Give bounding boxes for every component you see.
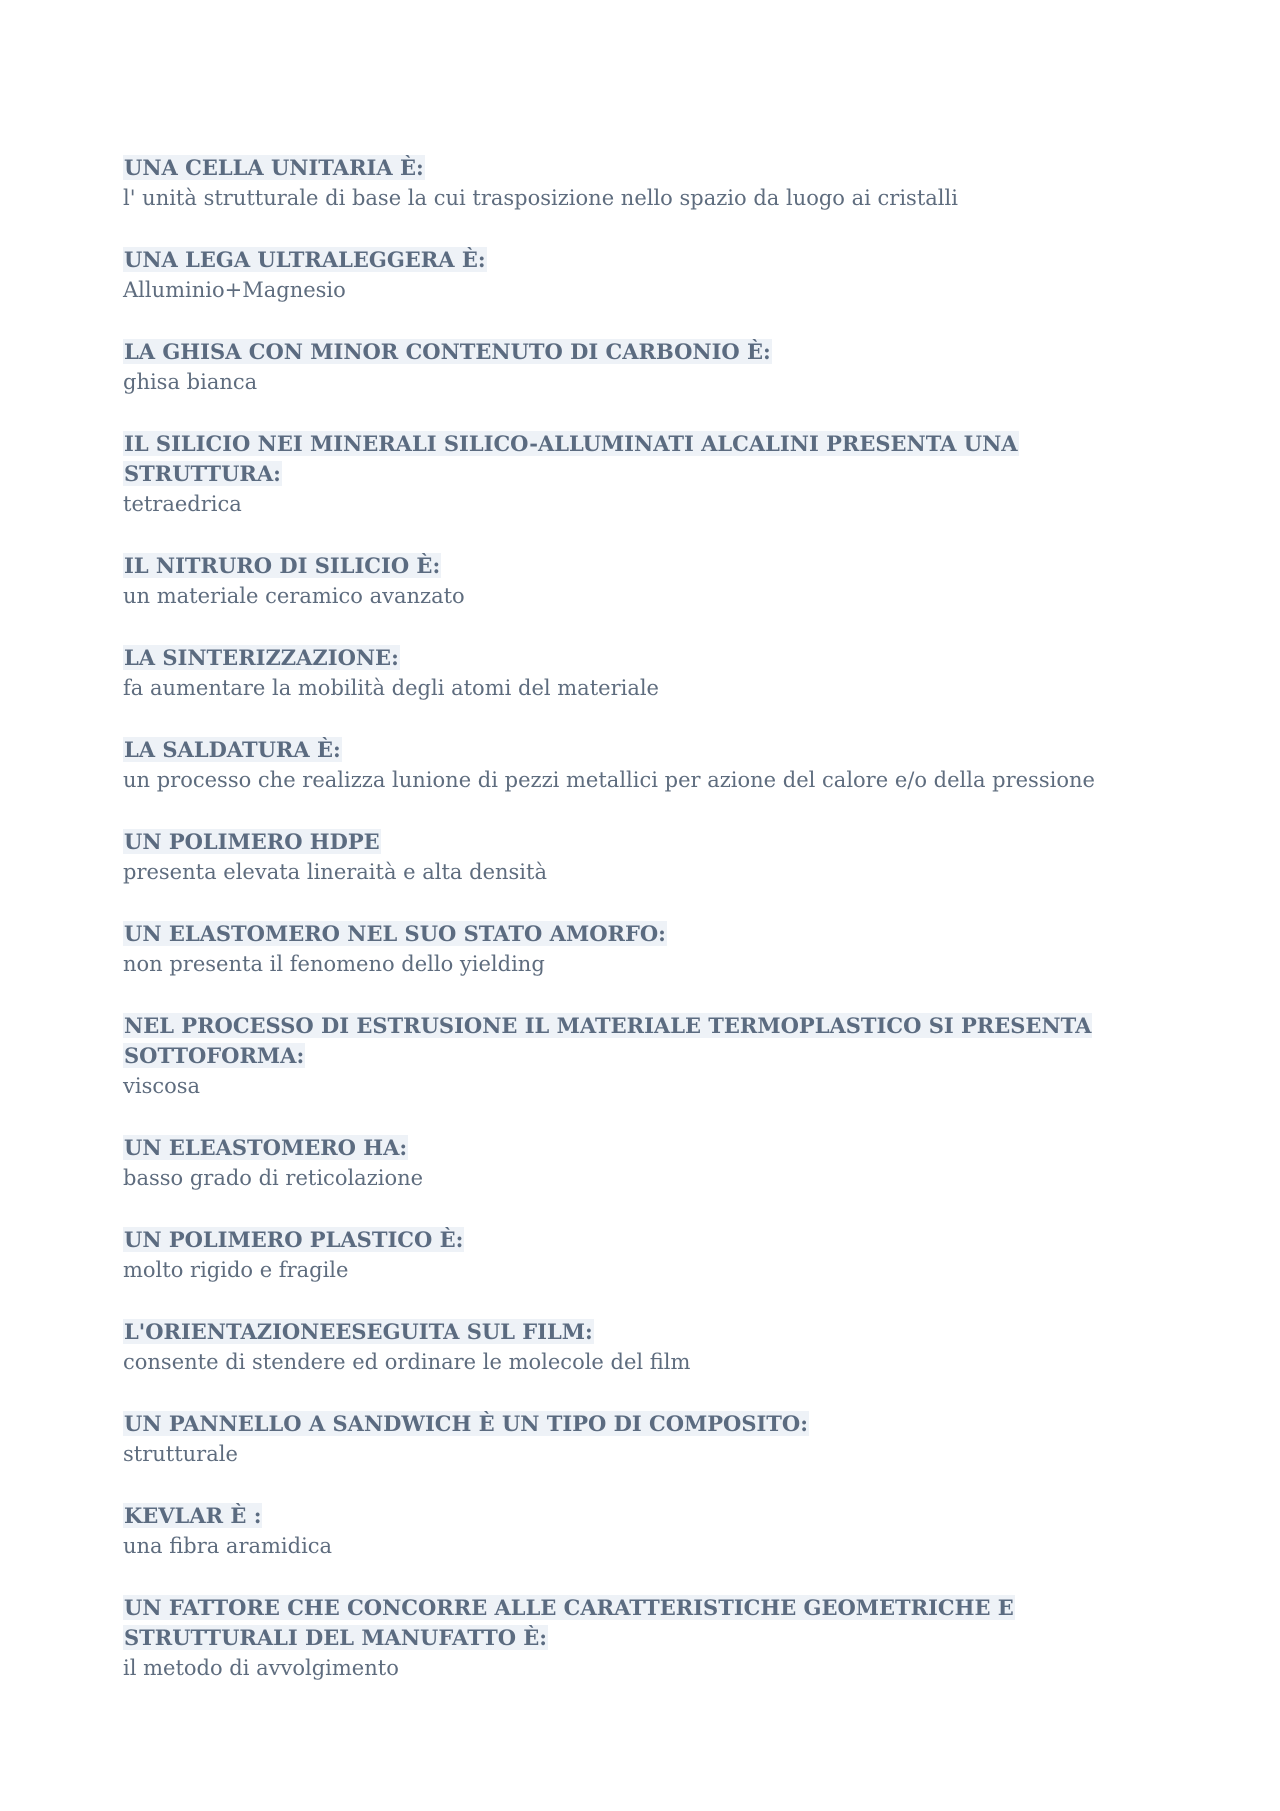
qa-item <box>123 1593 1163 1683</box>
answer-text: ghisa bianca <box>123 370 258 394</box>
answer-text: fa aumentare la mobilità degli atomi del materiale <box>123 676 659 700</box>
qa-list <box>123 153 1163 1715</box>
question-heading: IL SILICIO NEI MINERALI SILICO-ALLUMINATI ALCALINI PRESENTA UNA STRUTTURA: <box>124 431 1018 486</box>
answer-text: Alluminio+Magnesio <box>123 278 346 302</box>
answer-text: il metodo di avvolgimento <box>123 1656 399 1680</box>
question-heading: UN PANNELLO A SANDWICH È UN TIPO DI COMPOSITO: <box>124 1411 808 1436</box>
answer-text: presenta elevata lineraità e alta densità <box>123 860 547 884</box>
qa-item <box>123 735 1163 795</box>
question-heading: KEVLAR È : <box>124 1503 262 1528</box>
qa-item <box>123 1409 1163 1469</box>
answer-text: molto rigido e fragile <box>123 1258 349 1282</box>
qa-item <box>123 153 1163 213</box>
qa-item <box>123 827 1163 887</box>
answer-text: viscosa <box>123 1074 201 1098</box>
question-heading: LA GHISA CON MINOR CONTENUTO DI CARBONIO È: <box>124 339 771 364</box>
qa-item <box>123 551 1163 611</box>
answer-text: basso grado di reticolazione <box>123 1166 424 1190</box>
qa-item <box>123 429 1163 519</box>
answer-text: tetraedrica <box>123 492 242 516</box>
answer-text: una fibra aramidica <box>123 1534 333 1558</box>
qa-item <box>123 1225 1163 1285</box>
qa-item <box>123 1011 1163 1101</box>
question-heading: UNA LEGA ULTRALEGGERA È: <box>124 247 486 272</box>
question-heading: UN FATTORE CHE CONCORRE ALLE CARATTERISTICHE GEOMETRICHE E STRUTTURALI DEL MANUFATTO È: <box>124 1595 1014 1650</box>
question-heading: NEL PROCESSO DI ESTRUSIONE IL MATERIALE TERMOPLASTICO SI PRESENTA SOTTOFORMA: <box>124 1013 1092 1068</box>
answer-text: consente di stendere ed ordinare le molecole del film <box>123 1350 691 1374</box>
qa-item <box>123 337 1163 397</box>
qa-item <box>123 919 1163 979</box>
qa-item <box>123 245 1163 305</box>
question-heading: UN POLIMERO PLASTICO È: <box>124 1227 464 1252</box>
qa-item <box>123 643 1163 703</box>
question-heading: LA SALDATURA È: <box>124 737 341 762</box>
question-heading: UN ELASTOMERO NEL SUO STATO AMORFO: <box>124 921 666 946</box>
qa-item <box>123 1317 1163 1377</box>
answer-text: non presenta il fenomeno dello yielding <box>123 952 545 976</box>
question-heading: UNA CELLA UNITARIA È: <box>124 155 424 180</box>
question-heading: L'ORIENTAZIONEESEGUITA SUL FILM: <box>124 1319 593 1344</box>
question-heading: LA SINTERIZZAZIONE: <box>124 645 399 670</box>
answer-text: un materiale ceramico avanzato <box>123 584 465 608</box>
answer-text: strutturale <box>123 1442 238 1466</box>
answer-text: l' unità strutturale di base la cui trasposizione nello spazio da luogo ai cristalli <box>123 186 958 210</box>
question-heading: UN ELEASTOMERO HA: <box>124 1135 408 1160</box>
qa-item <box>123 1501 1163 1561</box>
qa-item <box>123 1133 1163 1193</box>
question-heading: UN POLIMERO HDPE <box>124 829 380 854</box>
question-heading: IL NITRURO DI SILICIO È: <box>124 553 441 578</box>
answer-text: un processo che realizza lunione di pezzi metallici per azione del calore e/o della pressione <box>123 768 1095 792</box>
